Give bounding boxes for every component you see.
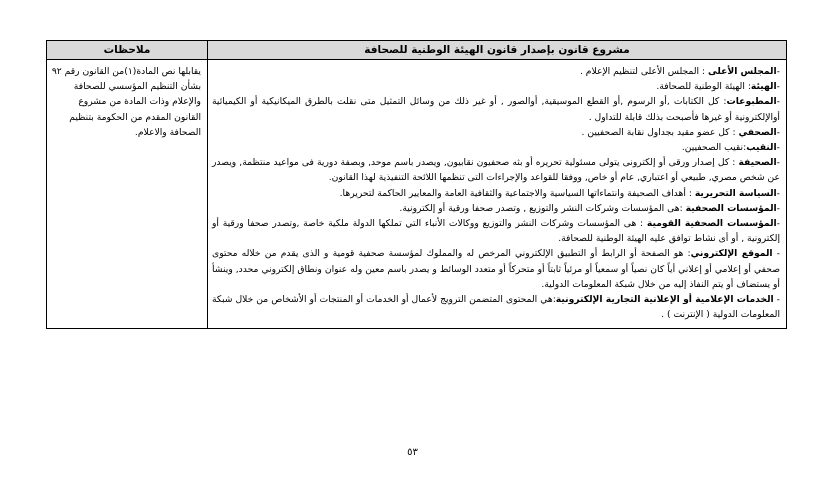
column-header-notes: ملاحظات — [47, 41, 208, 60]
definition-term: الهيئة — [750, 81, 777, 93]
definition-term: السياسة التحريرية — [694, 187, 777, 199]
definition-entry — [212, 140, 780, 155]
definition-entry — [212, 246, 780, 292]
column-header-main: مشروع قانون بإصدار قانون الهيئة الوطنية للصحافة — [208, 41, 787, 60]
definition-text: : المجلس الأعلى لتنظيم الإعلام . — [579, 66, 709, 77]
page-number: ٥٣ — [407, 447, 418, 458]
document-table — [46, 40, 787, 329]
definition-text: : كل الكتابات ,أو الرسوم ,أو القطع الموسيقية, أوالصور , أو غير ذلك من وسائل التمثيل متى نقلت بالطرق الميكانيكية أو الكيميائية أوالإلكترونية أو غيرها فأصبحت بذلك قابلة للتداول . — [212, 96, 780, 123]
entry-dash: - — [776, 202, 780, 214]
definition-term: المؤسسات الصحفية — [685, 202, 777, 214]
definition-term: الصحفي — [738, 126, 777, 138]
definition-entry — [212, 94, 780, 124]
definition-text: : الهيئة الوطنية للصحافة. — [656, 81, 751, 93]
definition-entry — [212, 186, 780, 201]
entry-dash: - — [776, 187, 780, 199]
definition-entry — [212, 216, 780, 246]
definition-term: النقيب — [746, 142, 777, 154]
definition-entry — [212, 64, 780, 79]
definition-text: : هو الصفحة أو الرابط أو التطبيق الإلكتروني المرخص له والمملوك لمؤسسة صحفية قومية و الذى يقدم من خلاله محتوى صحفي أو إعلامي أو إعلاني أياً كان نصياً أو سمعياً أو مرئياً ثابتاً أو متحركاً أو متعدد الوسائط و يصدر باسم معين وله عنوان ونطاق إلكتروني محدد, وينشأ أو يستضاف أو يتم النفاذ إليه من خلال شبكة المعلومات الدولية. — [212, 248, 780, 290]
definition-text: : أهداف الصحيفة وانتماءاتها السياسية والاجتماعية والثقافية العامة والمعايير الحاكمة لتحريرها. — [339, 187, 695, 199]
entry-dash: - — [773, 294, 780, 306]
entry-dash: - — [776, 157, 780, 169]
definition-entry — [212, 155, 780, 185]
definition-term: المؤسسات الصحفية القومية — [646, 218, 777, 230]
definition-term: المجلس الأعلى — [708, 66, 777, 77]
definition-term: المطبوعات — [726, 96, 777, 108]
notes-text: يقابلها نص المادة(١)من القانون رقم ٩٢ بشأن التنظيم المؤسسي للصحافة والإعلام وذات المادة من مشروع القانون المقدم من الحكومة بتنظيم الصحافة والاعلام. — [51, 66, 201, 138]
entry-dash: - — [776, 126, 780, 138]
definition-term: الصحيفة — [738, 157, 777, 169]
entry-dash: - — [776, 218, 780, 230]
definition-entry — [212, 79, 780, 94]
table-header-row — [47, 41, 787, 60]
definition-text: : هى المؤسسات وشركات النشر والتوزيع ووكالات الأنباء التي تملكها الدولة ملكية خاصة ,وتصدر صحفا ورقية أو إلكترونية , أو أى نشاط توافق عليه الهيئة الوطنية للصحافة. — [212, 218, 780, 245]
definition-text: :نقيب الصحفيين. — [681, 142, 747, 154]
definition-text: : كل عضو مقيد بجداول نقابة الصحفيين . — [581, 126, 739, 138]
definition-text: : كل إصدار ورقى أو إلكترونى يتولى مسئولية تحريره أو بثه صحفيون نقابيون, ويصدر باسم موحد, وبصفة دورية فى مواعيد منتظمة, ويصدر عن شخص مصري, طبيعي أو اعتباري, عام أو خاص, ووفقا للقواعد والإجراءات التى تنظمها اللائحة التنفيذية لهذا القانون. — [212, 157, 780, 184]
definition-term: الخدمات الإعلامية أو الإعلانية التجارية الإلكترونية — [555, 294, 774, 306]
definitions-cell — [208, 60, 787, 329]
entry-dash: - — [772, 248, 780, 260]
definition-text: :هى المؤسسات وشركات النشر والتوزيع , وتصدر صحفا ورقية أو إلكترونية. — [399, 202, 686, 214]
entry-dash: - — [776, 142, 780, 154]
definition-entry — [212, 125, 780, 140]
definition-entry — [212, 201, 780, 216]
definition-entry — [212, 292, 780, 322]
entry-dash: - — [776, 66, 780, 77]
entry-dash: - — [776, 96, 780, 108]
definitions-list — [212, 64, 780, 322]
entry-dash: - — [776, 81, 780, 93]
definition-text: :هي المحتوى المتضمن الترويج لأعمال أو الخدمات أو المنتجات أو الأشخاص من خلال شبكة المعلومات الدولية ( الإنترنت ) . — [212, 294, 780, 321]
notes-cell — [47, 60, 208, 329]
definition-term: الموقع الإلكتروني — [690, 248, 773, 260]
table-body-row — [47, 60, 787, 329]
